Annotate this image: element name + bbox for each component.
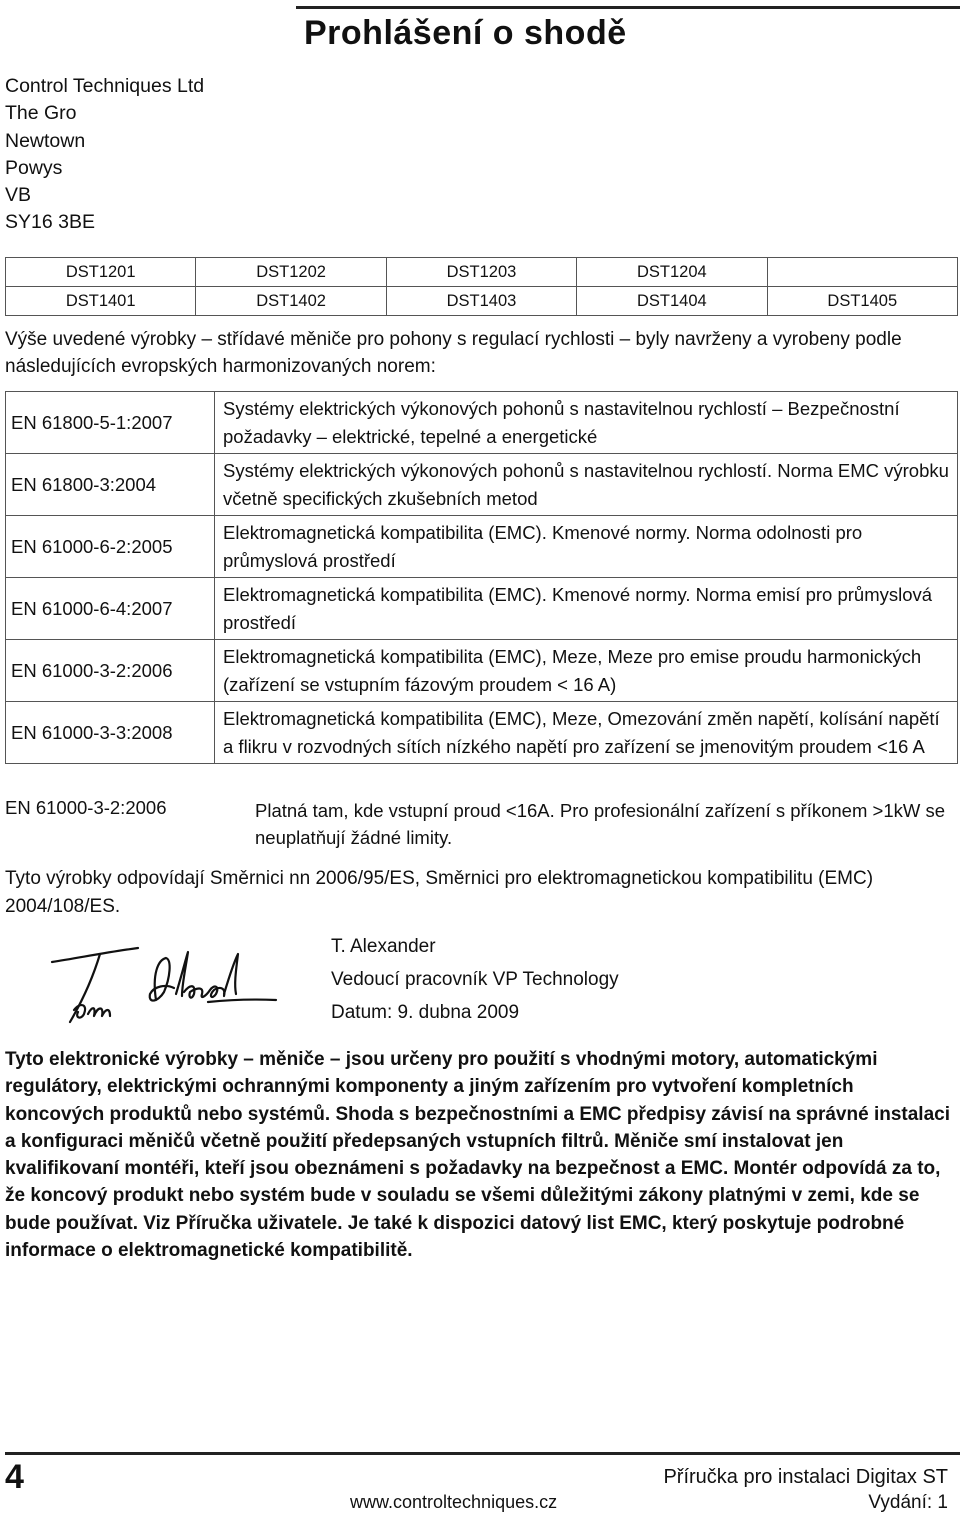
standard-description: Elektromagnetická kompatibilita (EMC). Kmenové normy. Norma emisí pro průmyslová prostředí (215, 578, 958, 640)
model-cell: DST1403 (386, 287, 576, 316)
table-row (6, 640, 958, 702)
standard-code: EN 61000-6-4:2007 (6, 578, 215, 640)
manual-title: Příručka pro instalaci Digitax ST (663, 1466, 948, 1488)
table-row (6, 516, 958, 578)
page-title: Prohlášení o shodě (304, 14, 627, 52)
standard-code: EN 61000-3-2:2006 (6, 640, 215, 702)
signatory-block (331, 930, 619, 1029)
standard-description: Elektromagnetická kompatibilita (EMC), Meze, Meze pro emise proudu harmonických (zařízení se vstupním fázovým proudem < 16 A) (215, 640, 958, 702)
standard-description: Elektromagnetická kompatibilita (EMC). Kmenové normy. Norma odolnosti pro průmyslová prostředí (215, 516, 958, 578)
standard-description: Systémy elektrických výkonových pohonů s nastavitelnou rychlostí – Bezpečnostní požadavky – elektrické, tepelné a energetické (215, 392, 958, 454)
header-rule (296, 6, 960, 9)
table-row (6, 258, 958, 287)
address-line: VB (5, 184, 32, 207)
table-row (6, 287, 958, 316)
model-cell: DST1405 (767, 287, 957, 316)
intro-paragraph: Výše uvedené výrobky – střídavé měniče pro pohony s regulací rychlosti – byly navrženy a vyrobeny podle následujících evropských harmonizovaných norem: (5, 329, 902, 377)
model-cell: DST1401 (6, 287, 196, 316)
standard-code: EN 61000-6-2:2005 (6, 516, 215, 578)
company-address (5, 73, 204, 237)
standards-table (5, 391, 958, 764)
model-cell: DST1204 (577, 258, 767, 287)
issue-number: Vydání: 1 (868, 1492, 948, 1513)
model-table (5, 257, 958, 316)
standard-description: Elektromagnetická kompatibilita (EMC), Meze, Omezování změn napětí, kolísání napětí a flikru v rozvodných sítích nízkého napětí pro zařízení se jmenovitým proudem <16 A (215, 702, 958, 764)
website-link[interactable]: www.controltechniques.cz (350, 1492, 558, 1512)
address-line: SY16 3BE (5, 211, 95, 234)
address-line: Powys (5, 156, 63, 179)
standard-description: Systémy elektrických výkonových pohonů s nastavitelnou rychlostí. Norma EMC výrobku včetně specifických zkušebních metod (215, 454, 958, 516)
signatory-name: T. Alexander (331, 936, 436, 957)
model-cell: DST1402 (196, 287, 386, 316)
note-standard-code: EN 61000-3-2:2006 (5, 797, 167, 818)
model-cell: DST1404 (577, 287, 767, 316)
model-cell: DST1202 (196, 258, 386, 287)
model-cell: DST1201 (6, 258, 196, 287)
table-row (6, 392, 958, 454)
address-line: The Gro (5, 102, 77, 125)
page-number: 4 (5, 1458, 24, 1496)
model-cell: DST1203 (386, 258, 576, 287)
signature-date: Datum: 9. dubna 2009 (331, 1002, 520, 1023)
note-text: Platná tam, kde vstupní proud <16A. Pro profesionální zařízení s příkonem >1kW se neuplatňují žádné limity. (255, 800, 946, 849)
standard-code: EN 61000-3-3:2008 (6, 702, 215, 764)
table-row (6, 578, 958, 640)
address-line: Control Techniques Ltd (5, 75, 205, 97)
address-line: Newtown (5, 129, 86, 152)
standard-code: EN 61800-5-1:2007 (6, 392, 215, 454)
directives-paragraph: Tyto výrobky odpovídají Směrnici nn 2006/95/ES, Směrnici pro elektromagnetickou kompatibilitu (EMC) 2004/108/ES. (5, 868, 874, 917)
signatory-position: Vedoucí pracovník VP Technology (331, 969, 619, 990)
signature-image (48, 944, 280, 1028)
compliance-notice: Tyto elektronické výrobky – měniče – jsou určeny pro použití s vhodnými motory, automatickými regulátory, elektrickými ochrannými komponenty a jiným zařízením pro vytvoření kompletních koncových produktů nebo systémů. Shoda s bezpečnostními a EMC předpisy závisí na správné instalaci a konfiguraci měničů včetně použití předepsaných vstupních filtrů. Měniče smí instalovat jen kvalifikovaní montéři, kteří jsou obeznámeni s požadavky na bezpečnost a EMC. Montér odpovídá za to, že koncový produkt nebo systém bude v souladu se všemi důležitými zákony platnými v zemi, kde se bude používat. Viz Příručka uživatele. Je také k dispozici datový list EMC, který poskytuje podrobné informace o elektromagnetické kompatibilitě. (5, 1049, 950, 1262)
table-row (6, 702, 958, 764)
standard-code: EN 61800-3:2004 (6, 454, 215, 516)
table-row (6, 454, 958, 516)
footer-rule (5, 1452, 960, 1455)
model-cell (767, 258, 957, 287)
